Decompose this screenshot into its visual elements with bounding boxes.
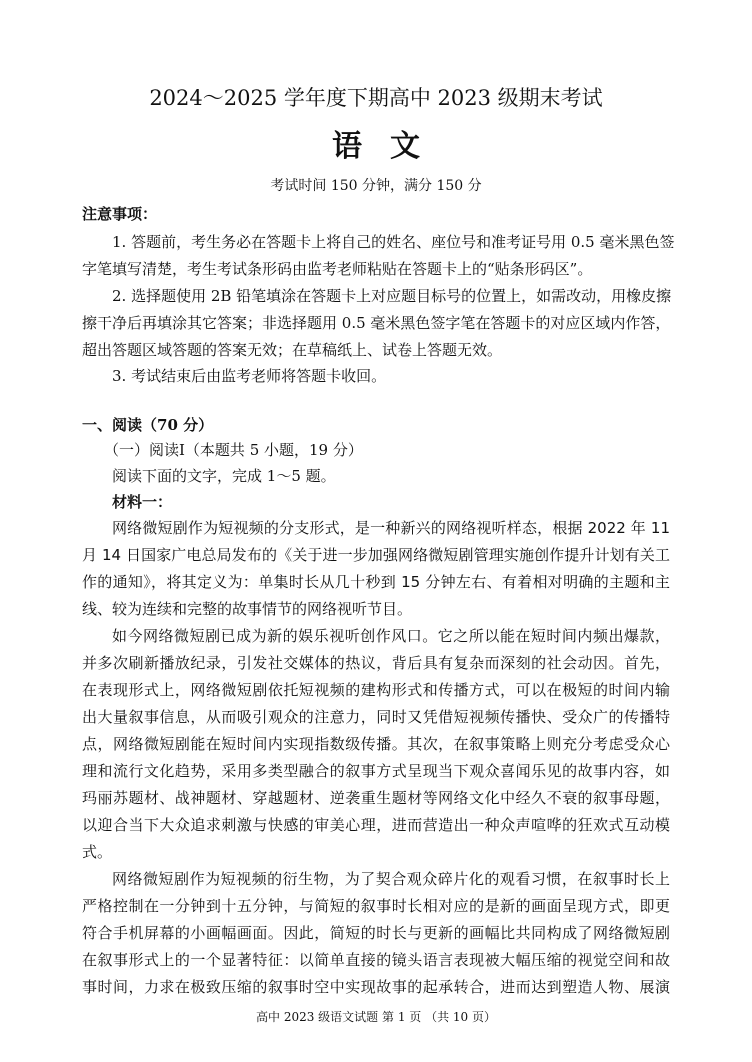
passage-line: 在叙事形式上的一个显著特征：以简单直接的镜头语言表现被大幅压缩的视觉空间和故 xyxy=(82,951,670,969)
notes-heading: 注意事项： xyxy=(82,205,158,223)
passage-line: 玛丽苏题材、战神题材、穿越题材、逆袭重生题材等网络文化中经久不衰的叙事母题， xyxy=(82,789,670,807)
passage-line: 符合手机屏幕的小画幅画面。因此，简短的时长与更新的画幅比共同构成了网络微短剧 xyxy=(82,924,670,942)
passage-line: 点，网络微短剧能在短时间内实现指数级传播。其次，在叙事策略上则充分考虑受众心 xyxy=(82,735,670,753)
exam-title: 2024～2025 学年度下期高中 2023 级期末考试 xyxy=(149,86,603,110)
passage-line: 线、较为连续和完整的故事情节的网络视听节目。 xyxy=(82,600,413,618)
passage-line: 如今网络微短剧已成为新的娱乐视听创作风口。它之所以能在短时间内频出爆款， xyxy=(112,627,670,645)
section-heading: 一、阅读（70 分） xyxy=(82,416,214,434)
page-footer: 高中 2023 级语文试题 第 1 页 （共 10 页） xyxy=(256,1010,496,1024)
passage-line: 严格控制在一分钟到十五分钟，与简短的叙事时长相对应的是新的画面呈现方式，即更 xyxy=(82,897,670,915)
passage-line: 在表现形式上，网络微短剧依托短视频的建构形式和传播方式，可以在极短的时间内输 xyxy=(82,681,670,699)
exam-info: 考试时间 150 分钟，满分 150 分 xyxy=(270,178,482,194)
passage-line: 月 14 日国家广电总局发布的《关于进一步加强网络微短剧管理实施创作提升计划有关工 xyxy=(82,546,670,564)
notes-line: 3. 考试结束后由监考老师将答题卡收回。 xyxy=(112,367,387,385)
passage-line: 并多次刷新播放纪录，引发社交媒体的热议，背后具有复杂而深刻的社会动因。首先， xyxy=(82,654,670,672)
passage-line: 出大量叙事信息，从而吸引观众的注意力，同时又凭借短视频传播快、受众广的传播特 xyxy=(82,708,670,726)
passage-line: 理和流行文化趋势，采用多类型融合的叙事方式呈现当下观众喜闻乐见的故事内容，如 xyxy=(82,762,670,780)
passage-line: 事时间，力求在极致压缩的叙事时空中实现故事的起承转合，进而达到塑造人物、展演 xyxy=(82,978,670,996)
sub-section-heading: （一）阅读Ⅰ（本题共 5 小题，19 分） xyxy=(104,441,363,459)
passage-line: 以迎合当下大众追求刺激与快感的审美心理，进而营造出一种众声喧哗的狂欢式互动模 xyxy=(82,816,670,834)
material-label: 材料一： xyxy=(112,493,173,511)
subject-title: 语文 xyxy=(332,129,448,164)
notes-line: 超出答题区域答题的答案无效；在草稿纸上、试卷上答题无效。 xyxy=(82,341,503,359)
passage-line: 网络微短剧作为短视频的衍生物，为了契合观众碎片化的观看习惯，在叙事时长上 xyxy=(112,870,670,888)
passage-line: 式。 xyxy=(82,843,113,861)
notes-line: 1. 答题前，考生务必在答题卡上将自己的姓名、座位号和准考证号用 0.5 毫米黑色签 xyxy=(112,233,675,251)
notes-line: 2. 选择题使用 2B 铅笔填涂在答题卡上对应题目标号的位置上，如需改动，用橡皮擦 xyxy=(112,287,672,305)
notes-line: 字笔填写清楚，考生考试条形码由监考老师粘贴在答题卡上的“贴条形码区”。 xyxy=(82,260,593,278)
instruction-text: 阅读下面的文字，完成 1～5 题。 xyxy=(112,467,336,485)
passage-line: 网络微短剧作为短视频的分支形式，是一种新兴的网络视听样态，根据 2022 年 11 xyxy=(112,519,670,537)
passage-line: 作的通知》，将其定义为：单集时长从几十秒到 15 分钟左右、有着相对明确的主题和主 xyxy=(82,573,670,591)
notes-line: 擦干净后再填涂其它答案；非选择题用 0.5 毫米黑色签字笔在答题卡的对应区域内作答， xyxy=(82,314,671,332)
